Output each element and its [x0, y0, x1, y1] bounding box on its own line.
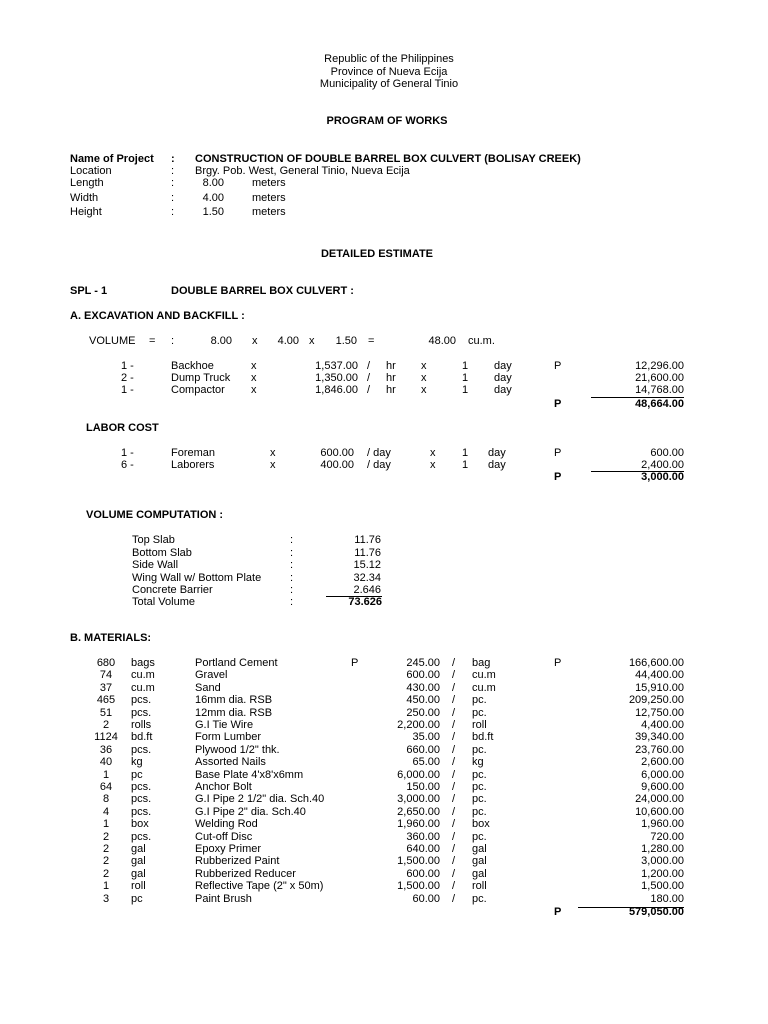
material-desc: Portland Cement: [195, 657, 278, 669]
length-value: 8.00: [202, 177, 224, 189]
equipment-times-2: x: [421, 372, 427, 384]
material-unit: cu.m: [131, 681, 155, 694]
volume-times-1: x: [252, 335, 258, 347]
material-slash: /: [452, 669, 456, 682]
labor-row: [0, 459, 768, 471]
material-desc: G.I Pipe 2" dia. Sch.40: [195, 805, 306, 818]
material-slash: /: [452, 830, 456, 843]
labor-amount: 2,400.00: [641, 459, 684, 471]
material-slash: /: [452, 880, 456, 893]
materials-title: B. MATERIALS:: [70, 632, 152, 644]
material-amount: 24,000.00: [635, 793, 684, 806]
volume-item-colon: :: [290, 559, 294, 571]
material-unit: cu.m: [131, 669, 155, 682]
volume-computation-title: VOLUME COMPUTATION :: [86, 509, 224, 521]
material-qty: 2: [102, 855, 110, 868]
material-unit: kg: [131, 756, 143, 769]
material-price: 430.00: [406, 681, 440, 694]
material-row: [0, 769, 768, 781]
material-row: [0, 657, 768, 669]
material-unit: bags: [131, 657, 155, 669]
material-qty: 8: [102, 793, 110, 806]
material-slash: /: [452, 793, 456, 806]
width-unit: meters: [252, 192, 286, 204]
material-amount: 4,400.00: [641, 719, 684, 731]
material-price: 6,000.00: [397, 768, 440, 781]
material-per: pc.: [472, 793, 487, 806]
location-label: Location: [70, 165, 112, 177]
material-amount: 12,750.00: [635, 706, 684, 719]
volume-label: VOLUME: [89, 335, 136, 347]
material-desc: G.I Tie Wire: [195, 719, 254, 731]
material-qty: 36: [99, 743, 113, 756]
equipment-days: 1: [462, 384, 469, 396]
equipment-slash: /: [367, 384, 371, 396]
material-unit: pcs.: [131, 830, 152, 843]
material-row: [0, 843, 768, 855]
material-per: kg: [472, 756, 484, 769]
material-per: pc.: [472, 694, 487, 707]
material-per: gal: [472, 843, 487, 855]
material-unit: gal: [131, 867, 146, 880]
material-per: box: [472, 818, 490, 831]
material-row: [0, 719, 768, 731]
material-price: 245.00: [406, 657, 440, 669]
material-qty: 465: [96, 694, 116, 707]
volume-item-name: Bottom Slab: [132, 546, 192, 559]
material-row: [0, 682, 768, 694]
material-per: gal: [472, 867, 487, 880]
material-unit: gal: [131, 843, 146, 855]
equipment-times-2: x: [421, 384, 427, 396]
labor-times-2: x: [430, 447, 436, 459]
volume-height: 1.50: [335, 335, 357, 347]
location-colon: :: [171, 165, 175, 177]
equipment-row: [0, 360, 768, 372]
material-amount: 39,340.00: [635, 731, 684, 744]
material-row: [0, 731, 768, 743]
material-amount: 1,960.00: [641, 818, 684, 831]
material-row: [0, 880, 768, 892]
volume-item-row: [0, 559, 768, 571]
header-republic: Republic of the Philippines: [324, 53, 454, 65]
material-per: pc.: [472, 892, 487, 905]
project-name-value: CONSTRUCTION OF DOUBLE BARREL BOX CULVERT (BOLISAY CREEK): [195, 153, 581, 165]
volume-item-colon: :: [290, 571, 294, 584]
material-per: pc.: [472, 706, 487, 719]
document-title: PROGRAM OF WORKS: [326, 115, 448, 127]
labor-name: Foreman: [171, 447, 216, 459]
equipment-rate: 1,350.00: [315, 372, 358, 384]
material-slash: /: [452, 681, 456, 694]
equipment-days: 1: [462, 372, 469, 384]
material-row: [0, 669, 768, 681]
material-unit: pc: [131, 768, 143, 781]
labor-days: 1: [462, 447, 469, 459]
material-amount: 166,600.00: [628, 657, 684, 669]
material-unit: pcs.: [131, 694, 152, 707]
volume-item-row: [0, 534, 768, 546]
labor-total-p: P: [554, 471, 562, 483]
material-price: 35.00: [412, 731, 440, 744]
material-per: pc.: [472, 768, 487, 781]
material-price: 360.00: [406, 830, 440, 843]
volume-item-row: [0, 584, 768, 596]
volume-item-name: Wing Wall w/ Bottom Plate: [132, 571, 262, 584]
labor-times-2: x: [430, 459, 436, 471]
volume-width: 4.00: [277, 335, 299, 347]
material-unit: gal: [131, 855, 146, 868]
volume-item-name: Side Wall: [132, 559, 179, 571]
labor-title: LABOR COST: [86, 422, 159, 434]
labor-qty: 6 -: [121, 459, 134, 471]
labor-row: [0, 447, 768, 459]
material-slash: /: [452, 892, 456, 905]
height-unit: meters: [252, 206, 286, 218]
material-row: [0, 694, 768, 706]
equipment-qty: 1 -: [121, 360, 134, 372]
length-label: Length: [70, 177, 104, 189]
labor-rate: 600.00: [320, 447, 354, 459]
material-row: [0, 868, 768, 880]
volume-colon: :: [171, 335, 175, 347]
equipment-times: x: [251, 372, 257, 384]
material-desc: Form Lumber: [195, 731, 262, 744]
material-per: pc.: [472, 743, 487, 756]
labor-days: 1: [462, 459, 469, 471]
height-value: 1.50: [202, 206, 224, 218]
equipment-times: x: [251, 360, 257, 372]
equipment-rate: 1,846.00: [315, 384, 358, 396]
material-slash: /: [452, 867, 456, 880]
material-desc: Rubberized Reducer: [195, 867, 296, 880]
material-row: [0, 781, 768, 793]
material-per: pc.: [472, 781, 487, 793]
material-slash: /: [452, 756, 456, 769]
labor-qty: 1 -: [121, 447, 134, 459]
material-qty: 74: [99, 669, 113, 682]
material-p-2: P: [554, 657, 562, 669]
material-amount: 9,600.00: [641, 781, 684, 793]
material-price: 150.00: [406, 781, 440, 793]
equipment-per: hr: [386, 360, 396, 372]
material-p: P: [351, 657, 359, 669]
equipment-per: hr: [386, 384, 396, 396]
material-per: cu.m: [472, 669, 496, 682]
equipment-qty: 1 -: [121, 384, 134, 396]
volume-item-name: Top Slab: [132, 534, 175, 546]
equipment-row: [0, 372, 768, 384]
total-volume-colon: :: [290, 596, 294, 608]
material-desc: Welding Rod: [195, 818, 258, 831]
length-colon: :: [171, 177, 175, 189]
volume-item-value: 11.76: [354, 546, 381, 559]
volume-eq-2: =: [368, 335, 375, 347]
material-row: [0, 818, 768, 830]
material-unit: rolls: [131, 719, 152, 731]
material-amount: 23,760.00: [635, 743, 684, 756]
material-unit: pcs.: [131, 781, 152, 793]
material-unit: bd.ft: [131, 731, 153, 744]
header-province: Province of Nueva Ecija: [330, 66, 448, 78]
material-amount: 2,600.00: [641, 756, 684, 769]
material-qty: 2: [102, 830, 110, 843]
material-slash: /: [452, 855, 456, 868]
material-price: 3,000.00: [397, 793, 440, 806]
material-per: cu.m: [472, 681, 496, 694]
equipment-day: day: [494, 384, 512, 396]
material-slash: /: [452, 818, 456, 831]
material-slash: /: [452, 805, 456, 818]
material-amount: 10,600.00: [635, 805, 684, 818]
material-qty: 680: [96, 657, 116, 669]
labor-total: 3,000.00: [641, 471, 684, 483]
material-price: 250.00: [406, 706, 440, 719]
material-price: 660.00: [406, 743, 440, 756]
volume-item-row: [0, 572, 768, 584]
material-desc: Sand: [195, 681, 221, 694]
material-unit: pcs.: [131, 805, 152, 818]
volume-times-2: x: [309, 335, 315, 347]
material-price: 1,500.00: [397, 880, 440, 893]
labor-times: x: [270, 447, 276, 459]
material-unit: box: [131, 818, 149, 831]
material-unit: pcs.: [131, 706, 152, 719]
material-unit: roll: [131, 880, 146, 893]
material-qty: 2: [102, 867, 110, 880]
material-slash: /: [452, 719, 456, 731]
equipment-name: Backhoe: [171, 360, 214, 372]
material-amount: 1,500.00: [641, 880, 684, 893]
material-desc: 16mm dia. RSB: [195, 694, 273, 707]
material-unit: pc: [131, 892, 143, 905]
material-row: [0, 806, 768, 818]
equipment-slash: /: [367, 360, 371, 372]
material-slash: /: [452, 694, 456, 707]
material-slash: /: [452, 781, 456, 793]
material-desc: Cut-off Disc: [195, 830, 253, 843]
material-qty: 1: [102, 768, 110, 781]
material-qty: 2: [102, 719, 110, 731]
volume-length: 8.00: [210, 335, 232, 347]
material-slash: /: [452, 843, 456, 855]
project-name-colon: :: [171, 153, 175, 165]
material-desc: Reflective Tape (2" x 50m): [195, 880, 324, 893]
estimate-title: DETAILED ESTIMATE: [320, 248, 434, 260]
material-per: bag: [472, 657, 491, 669]
material-row: [0, 831, 768, 843]
height-label: Height: [70, 206, 102, 218]
equipment-day: day: [494, 360, 512, 372]
material-per: pc.: [472, 830, 487, 843]
material-row: [0, 793, 768, 805]
material-desc: Anchor Bolt: [195, 781, 252, 793]
labor-per: / day: [367, 459, 391, 471]
material-qty: 37: [99, 681, 113, 694]
material-row: [0, 893, 768, 905]
material-price: 60.00: [412, 892, 440, 905]
material-amount: 180.00: [650, 892, 684, 905]
labor-name: Laborers: [171, 459, 215, 471]
material-per: roll: [472, 719, 487, 731]
width-colon: :: [171, 192, 175, 204]
labor-amount: 600.00: [650, 447, 684, 459]
equipment-per: hr: [386, 372, 396, 384]
material-desc: Base Plate 4'x8'x6mm: [195, 768, 304, 781]
volume-item-value: 11.76: [354, 534, 381, 546]
material-price: 1,500.00: [397, 855, 440, 868]
equipment-rate: 1,537.00: [315, 360, 358, 372]
total-volume-value: 73.626: [348, 596, 382, 608]
material-desc: Gravel: [195, 669, 228, 682]
material-price: 1,960.00: [397, 818, 440, 831]
equipment-times: x: [251, 384, 257, 396]
material-qty: 40: [99, 756, 113, 769]
material-qty: 1: [102, 880, 110, 893]
equipment-p: P: [554, 360, 562, 372]
material-slash: /: [452, 743, 456, 756]
material-qty: 1124: [94, 731, 118, 744]
material-slash: /: [452, 706, 456, 719]
material-desc: 12mm dia. RSB: [195, 706, 273, 719]
material-slash: /: [452, 731, 456, 744]
material-desc: G.I Pipe 2 1/2" dia. Sch.40: [195, 793, 325, 806]
volume-item-name: Concrete Barrier: [132, 584, 213, 596]
material-per: pc.: [472, 805, 487, 818]
volume-result: 48.00: [428, 335, 456, 347]
volume-item-colon: :: [290, 534, 294, 546]
material-price: 450.00: [406, 694, 440, 707]
material-row: [0, 744, 768, 756]
total-volume-label: Total Volume: [132, 596, 195, 608]
material-desc: Epoxy Primer: [195, 843, 262, 855]
equipment-total-p: P: [554, 398, 562, 410]
equipment-amount: 21,600.00: [635, 372, 684, 384]
labor-p: P: [554, 447, 562, 459]
material-unit: pcs.: [131, 743, 152, 756]
material-desc: Paint Brush: [195, 892, 252, 905]
material-per: bd.ft: [472, 731, 494, 744]
equipment-qty: 2 -: [121, 372, 134, 384]
volume-item-row: [0, 547, 768, 559]
header-municipality: Municipality of General Tinio: [319, 78, 459, 90]
material-amount: 15,910.00: [635, 681, 684, 694]
material-price: 65.00: [412, 756, 440, 769]
section-a-title: A. EXCAVATION AND BACKFILL :: [70, 310, 245, 322]
material-row: [0, 707, 768, 719]
material-desc: Plywood 1/2" thk.: [195, 743, 280, 756]
materials-total: 579,050.00: [628, 906, 684, 918]
labor-rate: 400.00: [320, 459, 354, 471]
material-price: 600.00: [406, 867, 440, 880]
width-label: Width: [70, 192, 99, 204]
labor-day: day: [488, 459, 506, 471]
material-qty: 1: [102, 818, 110, 831]
material-unit: pcs.: [131, 793, 152, 806]
equipment-slash: /: [367, 372, 371, 384]
material-amount: 1,280.00: [641, 843, 684, 855]
labor-per: / day: [367, 447, 391, 459]
material-price: 2,650.00: [397, 805, 440, 818]
material-amount: 209,250.00: [628, 694, 684, 707]
material-slash: /: [452, 657, 456, 669]
material-amount: 44,400.00: [635, 669, 684, 682]
material-amount: 6,000.00: [641, 768, 684, 781]
length-unit: meters: [252, 177, 286, 189]
equipment-amount: 12,296.00: [635, 360, 684, 372]
material-qty: 2: [102, 843, 110, 855]
volume-item-value: 15.12: [353, 559, 381, 571]
location-value: Brgy. Pob. West, General Tinio, Nueva Ecija: [195, 165, 410, 177]
labor-times: x: [270, 459, 276, 471]
equipment-row: [0, 384, 768, 396]
material-qty: 4: [102, 805, 110, 818]
equipment-days: 1: [462, 360, 469, 372]
material-desc: Rubberized Paint: [195, 855, 280, 868]
width-value: 4.00: [202, 192, 224, 204]
volume-item-value: 2.646: [353, 584, 381, 596]
volume-item-colon: :: [290, 546, 294, 559]
equipment-name: Compactor: [171, 384, 225, 396]
equipment-name: Dump Truck: [171, 372, 231, 384]
equipment-total: 48,664.00: [635, 398, 684, 410]
spl-code: SPL - 1: [70, 285, 108, 297]
equipment-day: day: [494, 372, 512, 384]
height-colon: :: [171, 206, 175, 218]
project-name-label: Name of Project: [70, 153, 154, 165]
material-per: roll: [472, 880, 487, 893]
material-price: 640.00: [406, 843, 440, 855]
material-qty: 51: [99, 706, 113, 719]
material-price: 600.00: [406, 669, 440, 682]
material-qty: 64: [99, 781, 113, 793]
volume-item-value: 32.34: [353, 571, 381, 584]
equipment-times-2: x: [421, 360, 427, 372]
material-amount: 3,000.00: [641, 855, 684, 868]
material-row: [0, 855, 768, 867]
material-qty: 3: [102, 892, 110, 905]
volume-item-colon: :: [290, 584, 294, 596]
material-price: 2,200.00: [397, 719, 440, 731]
spl-name: DOUBLE BARREL BOX CULVERT :: [171, 285, 354, 297]
labor-day: day: [488, 447, 506, 459]
material-row: [0, 756, 768, 768]
material-amount: 1,200.00: [641, 867, 684, 880]
materials-total-p: P: [554, 906, 562, 918]
volume-unit: cu.m.: [468, 335, 495, 347]
volume-eq: =: [149, 335, 156, 347]
material-slash: /: [452, 768, 456, 781]
equipment-amount: 14,768.00: [635, 384, 684, 396]
material-desc: Assorted Nails: [195, 756, 266, 769]
material-amount: 720.00: [650, 830, 684, 843]
material-per: gal: [472, 855, 487, 868]
